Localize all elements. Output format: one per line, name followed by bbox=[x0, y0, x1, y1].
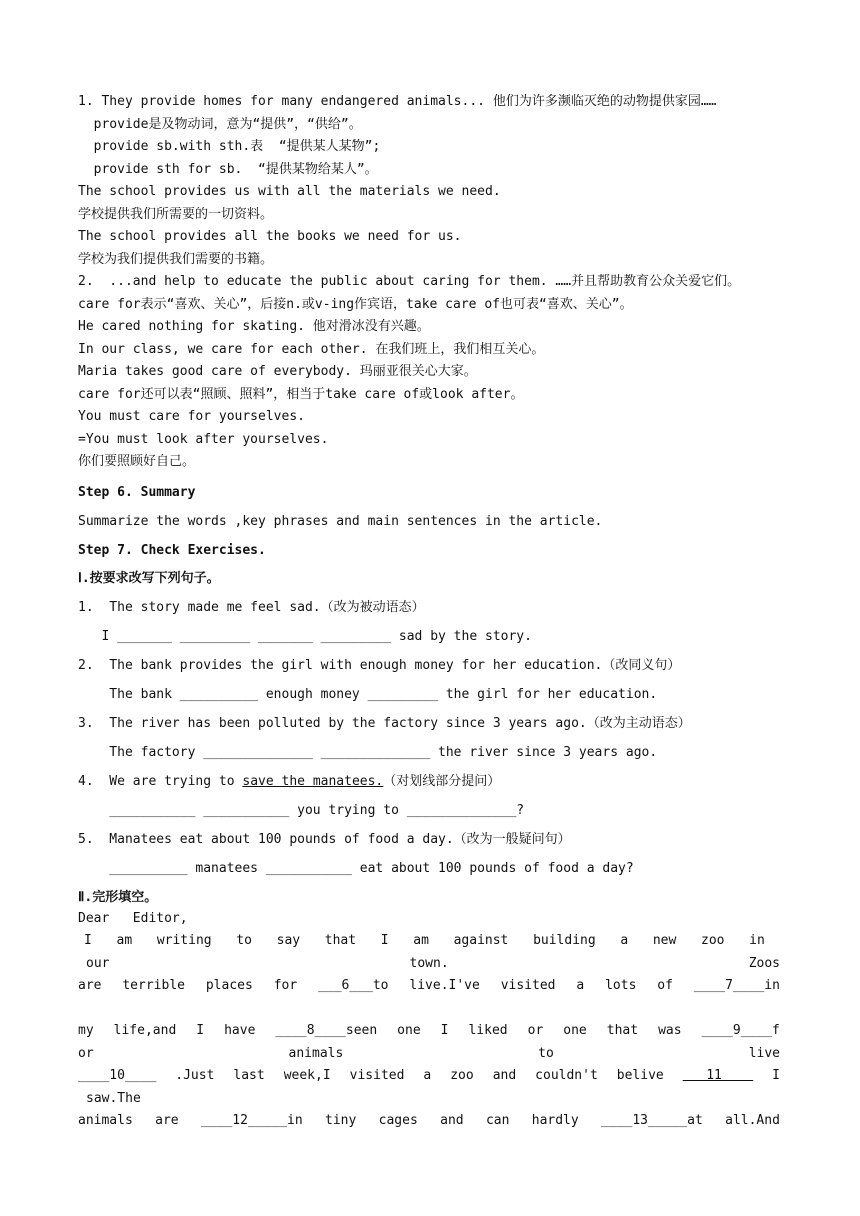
answer-5: __________ manatees ___________ eat about 100 pounds of food a day? bbox=[78, 861, 634, 876]
example-1-en: The school provides us with all the materials we need. bbox=[78, 184, 501, 199]
cloze-word: one bbox=[563, 1023, 587, 1038]
cloze-word: lots bbox=[605, 978, 637, 993]
note-2-meaning-b: care for还可以表“照顾、照料”，相当于take care of或look after。 bbox=[78, 387, 524, 402]
cloze-blank-underlined: 11 bbox=[682, 1068, 754, 1083]
cloze-word: I bbox=[84, 933, 92, 948]
cloze-row-6 bbox=[78, 1067, 780, 1085]
cloze-blank: ____7____in bbox=[693, 978, 780, 993]
cloze-word: belive bbox=[616, 1068, 664, 1083]
step6-title: Step 6. Summary bbox=[78, 485, 196, 500]
cloze-word: couldn't bbox=[535, 1068, 598, 1083]
question-4-instruction: （对划线部分提问） bbox=[383, 774, 501, 789]
cloze-word: to bbox=[538, 1046, 554, 1061]
cloze-word: or bbox=[78, 1046, 94, 1061]
example-5: Maria takes good care of everybody. 玛丽亚很关心大家。 bbox=[78, 364, 477, 379]
cloze-word: for bbox=[273, 978, 298, 993]
cloze-word: visited bbox=[349, 1068, 405, 1083]
cloze-word: are bbox=[78, 978, 102, 993]
example-2-en: The school provides all the books we need for us. bbox=[78, 229, 462, 244]
cloze-word: I bbox=[440, 1023, 449, 1038]
question-4 bbox=[78, 773, 500, 791]
cloze-word: last bbox=[233, 1068, 265, 1083]
question-4-text: 4. We are trying to bbox=[78, 774, 243, 789]
cloze-word: a bbox=[620, 933, 629, 948]
cloze-word: one bbox=[397, 1023, 421, 1038]
cloze-blank: ____9____f bbox=[701, 1023, 780, 1038]
example-1-zh: 学校提供我们所需要的一切资料。 bbox=[78, 207, 274, 222]
cloze-word: can bbox=[485, 1113, 510, 1128]
answer-4: ___________ ___________ you trying to ______________? bbox=[78, 803, 525, 818]
cloze-blank: ____8____seen bbox=[275, 1023, 378, 1038]
cloze-word: that bbox=[606, 1023, 639, 1038]
answer-1: I _______ _________ _______ _________ sad by the story. bbox=[78, 629, 532, 644]
cloze-row-2 bbox=[86, 955, 780, 973]
cloze-word: visited bbox=[500, 978, 556, 993]
cloze-word: live bbox=[748, 1046, 780, 1061]
example-7: =You must look after yourselves. bbox=[78, 432, 329, 447]
example-6: You must care for yourselves. bbox=[78, 409, 305, 424]
cloze-word: tiny bbox=[325, 1113, 357, 1128]
note-2-meaning: care for表示“喜欢、关心”，后接n.或v-ing作宾语，take care of也可表“喜欢、关心”。 bbox=[78, 297, 633, 312]
cloze-row-7: saw.The bbox=[86, 1091, 141, 1106]
note-1-usage-a: provide sb.with sth.表 “提供某人某物”; bbox=[78, 139, 381, 154]
example-8: 你们要照顾好自己。 bbox=[78, 454, 196, 469]
cloze-row-1 bbox=[84, 932, 765, 950]
note-1-meaning: provide是及物动词，意为“提供”，“供给”。 bbox=[78, 117, 362, 132]
answer-3: The factory ______________ ______________ the river since 3 years ago. bbox=[78, 745, 658, 760]
cloze-word: against bbox=[453, 933, 509, 948]
answer-2: The bank __________ enough money _________ the girl for her education. bbox=[78, 687, 658, 702]
cloze-word: zoo bbox=[450, 1068, 474, 1083]
cloze-word: terrible bbox=[122, 978, 185, 993]
cloze-word: our bbox=[86, 956, 110, 971]
cloze-word: zoo bbox=[701, 933, 725, 948]
cloze-word: say bbox=[276, 933, 301, 948]
cloze-word: writing bbox=[156, 933, 212, 948]
cloze-word: I bbox=[380, 933, 389, 948]
cloze-word: .Just bbox=[175, 1068, 215, 1083]
cloze-word: animals bbox=[78, 1113, 133, 1128]
cloze-word: week,I bbox=[283, 1068, 331, 1083]
cloze-word: I bbox=[772, 1068, 780, 1083]
cloze-word: liked bbox=[468, 1023, 508, 1038]
cloze-word: building bbox=[533, 933, 596, 948]
cloze-blank: ____13_____at bbox=[601, 1113, 703, 1128]
cloze-word: a bbox=[576, 978, 585, 993]
cloze-word: are bbox=[155, 1113, 179, 1128]
question-3: 3. The river has been polluted by the factory since 3 years ago.（改为主动语态） bbox=[78, 716, 691, 731]
cloze-word: or bbox=[527, 1023, 544, 1038]
cloze-word: to bbox=[236, 933, 252, 948]
cloze-word: animals bbox=[288, 1046, 344, 1061]
question-2: 2. The bank provides the girl with enough money for her education.（改同义句） bbox=[78, 658, 681, 673]
cloze-word: hardly bbox=[531, 1113, 579, 1128]
part1-title: Ⅰ.按要求改写下列句子。 bbox=[78, 571, 220, 586]
example-3: He cared nothing for skating. 他对滑冰没有兴趣。 bbox=[78, 319, 430, 334]
note-2-heading: 2. ...and help to educate the public about caring for them. ……并且帮助教育公众关爱它们。 bbox=[78, 274, 741, 289]
cloze-row-4 bbox=[78, 1022, 780, 1040]
cloze-word: town. bbox=[409, 956, 449, 971]
step6-text: Summarize the words ,key phrases and main sentences in the article. bbox=[78, 514, 603, 529]
note-1-usage-b: provide sth for sb. “提供某物给某人”。 bbox=[78, 162, 378, 177]
cloze-word: am bbox=[413, 933, 429, 948]
cloze-word: places bbox=[205, 978, 253, 993]
cloze-blank: ___6___to bbox=[318, 978, 389, 993]
example-2-zh: 学校为我们提供我们需要的书籍。 bbox=[78, 252, 274, 267]
cloze-word: life,and bbox=[113, 1023, 177, 1038]
question-5: 5. Manatees eat about 100 pounds of food a day.（改为一般疑问句） bbox=[78, 832, 571, 847]
part2-title: Ⅱ.完形填空。 bbox=[78, 890, 158, 905]
cloze-row-3 bbox=[78, 977, 780, 995]
question-4-underlined: save the manatees. bbox=[242, 774, 384, 789]
cloze-word: Zoos bbox=[748, 956, 780, 971]
cloze-blank: ____12_____in bbox=[200, 1113, 303, 1128]
cloze-word: have bbox=[224, 1023, 256, 1038]
cloze-blank: ____10____ bbox=[78, 1068, 157, 1083]
question-1: 1. The story made me feel sad.（改为被动语态） bbox=[78, 600, 425, 615]
cloze-word: that bbox=[324, 933, 357, 948]
step7-title: Step 7. Check Exercises. bbox=[78, 543, 266, 558]
cloze-row-5 bbox=[78, 1045, 780, 1063]
cloze-word: in bbox=[749, 933, 765, 948]
cloze-word: of bbox=[657, 978, 673, 993]
cloze-word: new bbox=[652, 933, 677, 948]
cloze-word: a bbox=[423, 1068, 432, 1083]
cloze-word: am bbox=[116, 933, 133, 948]
cloze-row-8 bbox=[78, 1112, 780, 1130]
note-1-heading: 1. They provide homes for many endangered animals... 他们为许多濒临灭绝的动物提供家园…… bbox=[78, 94, 717, 109]
cloze-word: live.I've bbox=[409, 978, 480, 993]
cloze-word: I bbox=[196, 1023, 205, 1038]
cloze-word: my bbox=[78, 1023, 94, 1038]
cloze-word: cages bbox=[378, 1113, 418, 1128]
cloze-word: was bbox=[658, 1023, 682, 1038]
cloze-word: all.And bbox=[725, 1113, 780, 1128]
example-4: In our class, we care for each other. 在我们班上，我们相互关心。 bbox=[78, 342, 545, 357]
cloze-word: and bbox=[492, 1068, 517, 1083]
cloze-word: and bbox=[440, 1113, 464, 1128]
letter-salutation: Dear Editor, bbox=[78, 911, 188, 926]
